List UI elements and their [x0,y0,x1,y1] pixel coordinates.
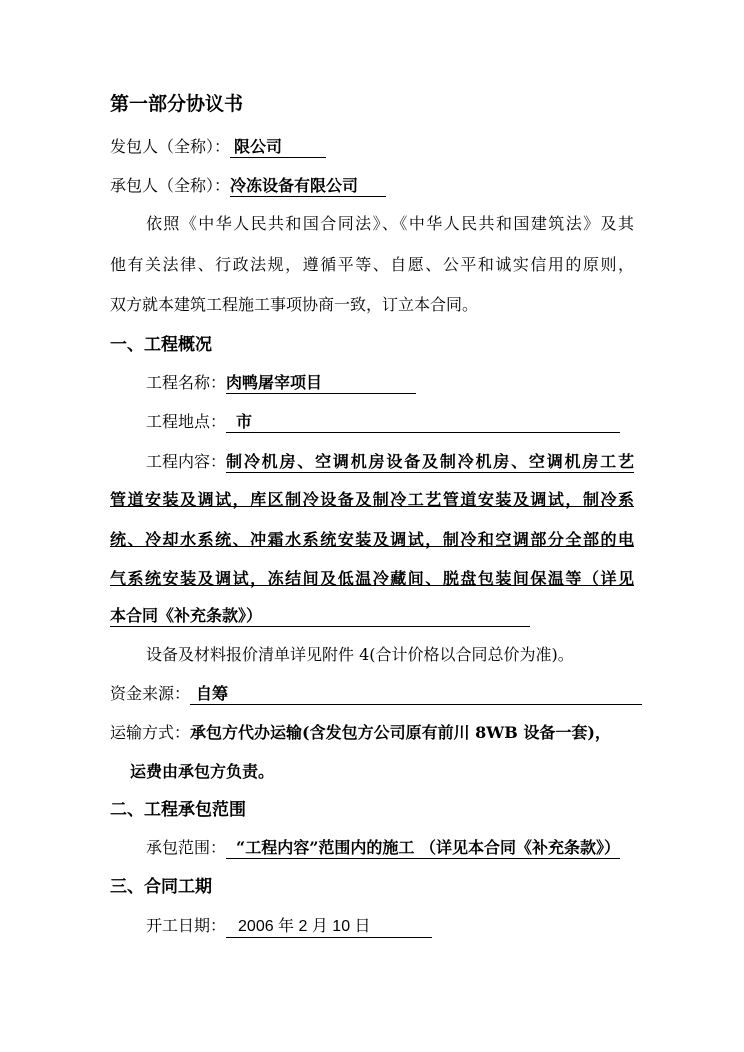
employer-label: 发包人（全称）： [110,137,231,156]
section-1-heading: 一、工程概况 [110,335,212,355]
contractor-value: 冷冻设备有限公司 [230,176,386,197]
intro-line-2: 他有关法律、行政法规，遵循平等、自愿、公平和诚实信用的原则， [110,255,634,274]
scope-row [146,838,620,859]
start-date-label: 开工日期： [146,916,227,935]
project-name-value: 肉鸭屠宰项目 [226,373,416,394]
project-location-value: 市 [226,412,620,433]
project-content-row [146,452,634,473]
start-date-row [146,916,432,938]
project-location-label: 工程地点： [146,412,227,431]
transport-row [110,723,611,743]
project-content-line-1: 制冷机房、空调机房设备及制冷机房、空调机房工艺 [226,452,635,471]
project-content-line-3: 统、冷却水系统、冲霜水系统安装及调试，制冷和空调部分全部的电 [110,530,634,549]
project-content-line-5-row [110,606,530,627]
project-content-line-4: 气系统安装及调试，冻结间及低温冷藏间、脱盘包装间保温等（详见 [110,569,634,588]
quote-note: 设备及材料报价清单详见附件 4(合计价格以合同总价为准)。 [146,645,574,664]
funding-label: 资金来源： [110,684,191,703]
start-date-value: 2006 年 2 月 10 日 [226,917,432,938]
funding-row [110,684,642,705]
page-title: 第一部分协议书 [110,93,244,115]
funding-value: 自筹 [190,684,642,705]
intro-line-1: 依照《中华人民共和国合同法》、《中华人民共和国建筑法》及其 [146,214,634,233]
contractor-row [110,176,386,197]
employer-row [110,137,326,158]
section-2-heading: 二、工程承包范围 [110,800,246,820]
transport-line-2: 运费由承包方负责。 [130,762,275,781]
project-name-label: 工程名称： [146,373,227,392]
scope-label: 承包范围： [146,838,227,857]
contractor-label: 承包人（全称）： [110,176,231,195]
scope-value: “工程内容”范围内的施工 （详见本合同《补充条款》） [226,838,620,859]
project-content-line-5: 本合同《补充条款》） [110,606,530,627]
intro-line-3: 双方就本建筑工程施工事项协商一致，订立本合同。 [110,295,479,314]
project-content-label: 工程内容： [146,452,227,471]
project-name-row [146,373,416,394]
transport-label: 运输方式： [110,723,191,742]
project-location-row [146,412,620,433]
employer-value: 限公司 [230,137,326,158]
project-content-line-2: 管道安装及调试，库区制冷设备及制冷工艺管道安装及调试，制冷系 [110,490,634,509]
transport-line-1: 承包方代办运输(含发包方公司原有前川 8WB 设备一套)， [190,723,611,742]
section-3-heading: 三、合同工期 [110,877,212,897]
